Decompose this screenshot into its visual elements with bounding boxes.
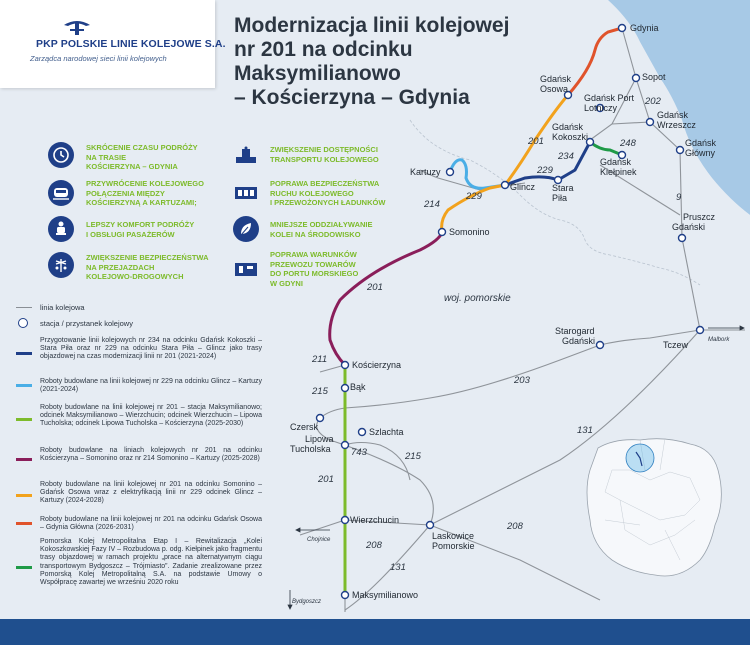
station-marker	[342, 442, 349, 449]
station-label-somonino: Somonino	[449, 227, 490, 237]
legend-swatch	[16, 522, 32, 525]
line-number: 201	[367, 282, 383, 293]
benefit-text: ZWIĘKSZENIE DOSTĘPNOŚCI TRANSPORTU KOLEJOWEGO	[270, 145, 379, 164]
station-marker	[619, 25, 626, 32]
line-number: 208	[366, 540, 382, 551]
title-line: nr 201 na odcinku	[234, 38, 413, 61]
line-number: 202	[645, 96, 661, 107]
title-line: Modernizacja linii kolejowej	[234, 14, 510, 37]
station-label-line: Gdański	[562, 336, 596, 346]
legend-swatch	[16, 494, 32, 497]
line-number: 131	[390, 562, 406, 573]
station-label-maksymilianowo: Maksymilianowo	[352, 590, 419, 600]
station-label-laskowice-pomorskie	[432, 531, 477, 551]
clock-icon	[48, 142, 74, 168]
station-label-gdansk-kokoszki	[552, 122, 588, 142]
station-marker	[679, 235, 686, 242]
logo-name: PKP POLSKIE LINIE KOLEJOWE S.A.	[36, 38, 226, 50]
station-marker	[439, 229, 446, 236]
legend-item: Roboty budowlane na linii kolejowej nr 201 na odcinku Somonino – Gdańsk Osowa wraz z elektryfikacją linii nr 229 odcinek Glincz – Kartuzy (2024-2028)	[40, 481, 262, 505]
title-line: – Kościerzyna – Gdynia	[234, 86, 470, 109]
station-label-gdynia: Gdynia	[630, 23, 659, 33]
passenger-icon	[48, 216, 74, 242]
line-number: 211	[312, 354, 328, 365]
station-label-line: Główny	[685, 148, 716, 158]
station-marker	[597, 342, 604, 349]
station-marker	[342, 385, 349, 392]
station-label-starogard-gdanski	[555, 326, 597, 346]
line-number: 201	[528, 136, 544, 147]
line-number: 234	[558, 151, 574, 162]
legend-swatch	[16, 566, 32, 569]
line-number: 743	[351, 447, 367, 458]
poland-inset-map	[587, 438, 721, 576]
station-label-line: Gdańsk Port	[584, 93, 635, 103]
station-label-line: Lipowa	[305, 434, 334, 444]
station-marker	[342, 592, 349, 599]
line-number: 201	[318, 474, 334, 485]
station-marker	[447, 169, 454, 176]
legend-label-rail-line: linia kolejowa	[40, 303, 85, 312]
station-label-glincz: Glincz	[510, 182, 536, 192]
station-label-line: Tucholska	[290, 444, 331, 454]
legend-line-gray	[16, 307, 32, 308]
direction-label-bydgoszcz: Bydgoszcz	[292, 599, 322, 605]
station-label-line: Stara	[552, 183, 574, 193]
platform-icon	[233, 143, 259, 165]
legend-swatch	[16, 418, 32, 421]
station-label-line: Gdańsk	[540, 74, 572, 84]
station-label-line: Gdańsk	[657, 110, 689, 120]
freight-icon	[233, 180, 259, 202]
benefit-text: POPRAWA WARUNKÓW PRZEWOZU TOWARÓW DO PORTU MORSKIEGO W GDYNI	[270, 250, 359, 288]
station-marker	[697, 327, 704, 334]
line-number: 203	[514, 375, 530, 386]
station-marker	[427, 522, 434, 529]
logo-card	[0, 0, 226, 88]
station-label-koscierzyna: Kościerzyna	[352, 360, 402, 370]
logo-tagline: Zarządca narodowej sieci linii kolejowych	[30, 54, 167, 63]
legend-item: Roboty budowlane na liniach kolejowych nr 201 na odcinku Kościerzyna – Somonino oraz nr 214 Somonino – Kartuzy (2025-2028)	[40, 447, 262, 463]
station-marker	[647, 119, 654, 126]
legend-label-station: stacja / przystanek kolejowy	[40, 319, 133, 328]
station-label-kartuzy: Kartuzy	[410, 167, 441, 177]
train-icon	[48, 180, 74, 206]
station-label-szlachta: Szlachta	[369, 427, 404, 437]
station-label-line: Kiełpinek	[600, 167, 637, 177]
station-label-line: Laskowice	[432, 531, 475, 541]
line-number: 131	[577, 425, 593, 436]
line-number: 229	[537, 165, 553, 176]
station-label-line: Pruszcz	[683, 212, 716, 222]
station-marker	[342, 517, 349, 524]
station-label-gdansk-glowny	[685, 138, 719, 158]
line-number: 248	[620, 138, 636, 149]
station-label-bak: Bąk	[350, 382, 366, 392]
legend-swatch	[16, 458, 32, 461]
benefit-text: ZWIĘKSZENIE BEZPIECZEŃSTWA NA PRZEJAZDACH KOLEJOWO-DROGOWYCH	[86, 253, 209, 281]
station-label-line: Starogard	[555, 326, 595, 336]
station-marker	[677, 147, 684, 154]
legend-swatch	[16, 352, 32, 355]
page-title	[234, 14, 509, 110]
station-marker	[633, 75, 640, 82]
station-label-wierzchucin: Wierzchucin	[350, 515, 400, 525]
station-marker	[502, 182, 509, 189]
pkp-logo-icon	[62, 17, 92, 37]
legend-item: Roboty budowlane na linii kolejowej nr 201 – stacja Maksymilianowo; odcinek Maksymilianowo – Wierzchucin; odcinek Wierzchucin – Lipowa Tucholska; odcinek Lipowa Tucholska – Kościerzyna (2025-2030)	[40, 404, 262, 428]
crossing-icon	[48, 252, 74, 278]
legend-item: Pomorska Kolej Metropolitalna Etap I – Rewitalizacja „Kolei Kokoszkowskiej Fazy IV – Rozbudowa p. odg. Kiełpinek jako fragmentu trasy objazdowej w ramach projektu „prace na alternatywnym ciągu transportowym Bydgoszcz – Trójmiasto”. Zadanie zrealizowane przez Pomorską Kolej Metropolitalną S.A. na podstawie Umowy o Współpracę zawartej we wrześniu 2020 roku	[40, 538, 262, 587]
line-number: 229	[466, 191, 482, 202]
station-label-tczew: Tczew	[663, 340, 689, 350]
line-number: 9	[676, 192, 682, 203]
benefit-text: PRZYWRÓCENIE KOLEJOWEGO POŁĄCZENIA MIĘDZY KOŚCIERZYNĄ A KARTUZAMI;	[86, 179, 204, 207]
station-marker	[359, 429, 366, 436]
station-label-gdansk-kielpinek	[600, 157, 637, 177]
station-label-gdansk-wrzeszcz	[657, 110, 696, 130]
leaf-icon	[233, 216, 259, 242]
direction-label-malbork: Malbork	[708, 337, 730, 343]
station-label-czersk: Czersk	[290, 422, 319, 432]
container-icon	[233, 257, 259, 279]
station-label-line: Lotniczy	[584, 103, 618, 113]
benefit-text: SKRÓCENIE CZASU PODRÓŻY NA TRASIE KOŚCIERZYNA – GDYNIA	[86, 143, 198, 171]
station-marker	[317, 415, 324, 422]
station-label-line: Osowa	[540, 84, 569, 94]
line-number: 215	[405, 451, 421, 462]
station-label-line: Piła	[552, 193, 568, 203]
station-marker	[342, 362, 349, 369]
footer-bar	[0, 619, 750, 645]
benefit-text: MNIEJSZE ODDZIAŁYWANIE KOLEI NA ŚRODOWISKO	[270, 220, 373, 239]
legend-item: Roboty budowlane na linii kolejowej nr 229 na odcinku Glincz – Kartuzy (2021-2024)	[40, 378, 262, 394]
station-label-line: Gdański	[672, 222, 706, 232]
legend-item: Przygotowanie linii kolejowych nr 234 na odcinku Gdańsk Kokoszki – Stara Piła oraz nr 229 na odcinku Stara Piła – Glincz jako trasy objazdowej na czas modernizacji linii nr 201 (2021-2024)	[40, 337, 262, 361]
line-number: 208	[507, 521, 523, 532]
station-label-line: Gdańsk	[685, 138, 717, 148]
line-number: 215	[312, 386, 328, 397]
legend-swatch	[16, 384, 32, 387]
title-line: Maksymilianowo	[234, 62, 401, 85]
station-label-line: Pomorskie	[432, 541, 475, 551]
region-label: woj. pomorskie	[444, 293, 511, 304]
legend-station-icon	[18, 318, 28, 328]
benefit-text: LEPSZY KOMFORT PODRÓŻY I OBSŁUGI PASAŻERÓW	[86, 220, 195, 239]
benefit-text: POPRAWA BEZPIECZEŃSTWA RUCHU KOLEJOWEGO I PRZEWOŻONYCH ŁADUNKÓW	[270, 179, 386, 207]
station-label-line: Gdańsk	[552, 122, 584, 132]
station-label-line: Gdańsk	[600, 157, 632, 167]
line-number: 214	[424, 199, 440, 210]
legend-item: Roboty budowlane na linii kolejowej nr 201 na odcinku Gdańsk Osowa – Gdynia Główna (2026-2031)	[40, 516, 262, 532]
station-label-line: Wrzeszcz	[657, 120, 696, 130]
station-label-sopot: Sopot	[642, 72, 666, 82]
station-label-line: Kokoszki	[552, 132, 589, 142]
direction-label-chojnice: Chojnice	[307, 537, 331, 543]
